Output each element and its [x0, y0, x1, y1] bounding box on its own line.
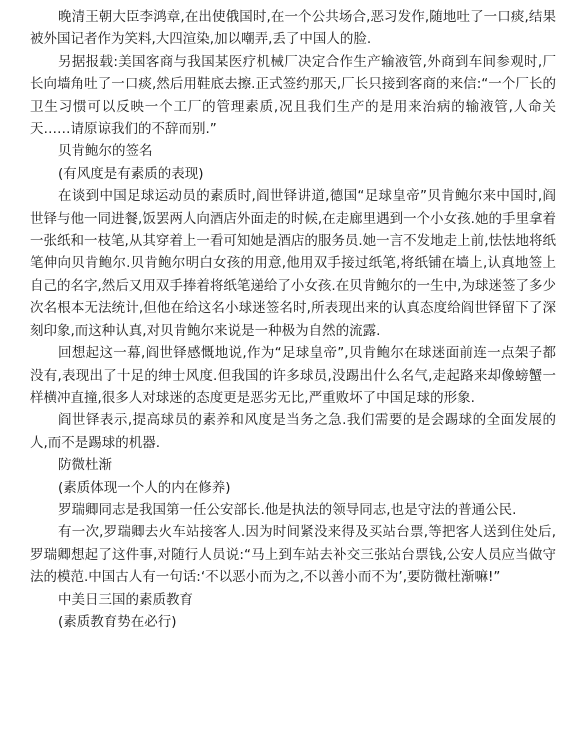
section-subtitle-education: (素质教育势在必行)	[58, 613, 177, 630]
document-body	[30, 6, 556, 633]
paragraph-player-quality: 阎世铎表示,提高球员的素养和风度是当务之急.我们需要的是会踢球的全面发展的人,而不是踢球的机器.	[30, 412, 556, 451]
paragraph-li-hongzhang: 晚清王朝大臣李鸿章,在出使俄国时,在一个公共场合,恶习发作,随地吐了一口痰,结果被外国记者作为笑料,大四渲染,加以嘲弄,丢了中国人的脸.	[30, 9, 556, 48]
paragraph-platform-ticket: 有一次,罗瑞卿去火车站接客人.因为时间紧没来得及买站台票,等把客人送到住处后,罗瑞卿想起了这件事,对随行人员说:“马上到车站去补交三张站台票钱,公安人员应当做守法的模范.中国古人有一句话:‘不以恶小而为之,不以善小而不为’,要防微杜渐嘛!”	[30, 524, 556, 586]
paragraph-luo-ruiqing: 罗瑞卿同志是我国第一任公安部长.他是执法的领导同志,也是守法的普通公民.	[58, 501, 517, 518]
section-subtitle-beckenbauer: (有风度是有素质的表现)	[58, 165, 204, 182]
paragraph-factory-director: 另据报载:美国客商与我国某医疗机械厂决定合作生产输液管,外商到车间参观时,厂长向墙角吐了一口痰,然后用鞋底去擦.正式签约那天,厂长只接到客商的来信:“一个厂长的卫生习惯可以反映一个工厂的管理素质,况且我们生产的是用来治病的输液管,人命关天……请原谅我们的不辞而别.”	[30, 53, 556, 138]
paragraph-recollection: 回想起这一幕,阎世铎感慨地说,作为“足球皇帝”,贝肯鲍尔在球迷面前连一点架子都没有,表现出了十足的绅士风度.但我国的许多球员,没踢出什么名气,走起路来却像螃蟹一样横冲直撞,很多人对球迷的态度更是恶劣无比,严重败坏了中国足球的形象.	[30, 345, 556, 406]
section-title-education: 中美日三国的素质教育	[58, 591, 193, 608]
section-title-beckenbauer: 贝肯鲍尔的签名	[58, 143, 153, 160]
section-title-prevention: 防微杜渐	[58, 457, 112, 474]
paragraph-beckenbauer-signature: 在谈到中国足球运动员的素质时,阎世铎讲道,德国“足球皇帝”贝肯鲍尔来中国时,阎世铎与他一同进餐,饭罢两人向酒店外面走的时候,在走廊里遇到一个小女孩.她的手里拿着一张纸和一枝笔,从其穿着上一看可知她是酒店的服务员.她一言不发地走上前,怯怯地将纸笔伸向贝肯鲍尔.贝肯鲍尔明白女孩的用意,他用双手接过纸笔,将纸铺在墙上,认真地签上自己的名字,然后又用双手捧着将纸笔递给了小女孩.在贝肯鲍尔的一生中,为球迷签了多少次名根本无法统计,但他在给这名小球迷签名时,所表现出来的认真态度给阎世铎留下了深刻印象,而这种认真,对贝肯鲍尔来说是一种极为自然的流露.	[30, 188, 556, 339]
section-subtitle-prevention: (素质体现一个人的内在修养)	[58, 479, 231, 496]
